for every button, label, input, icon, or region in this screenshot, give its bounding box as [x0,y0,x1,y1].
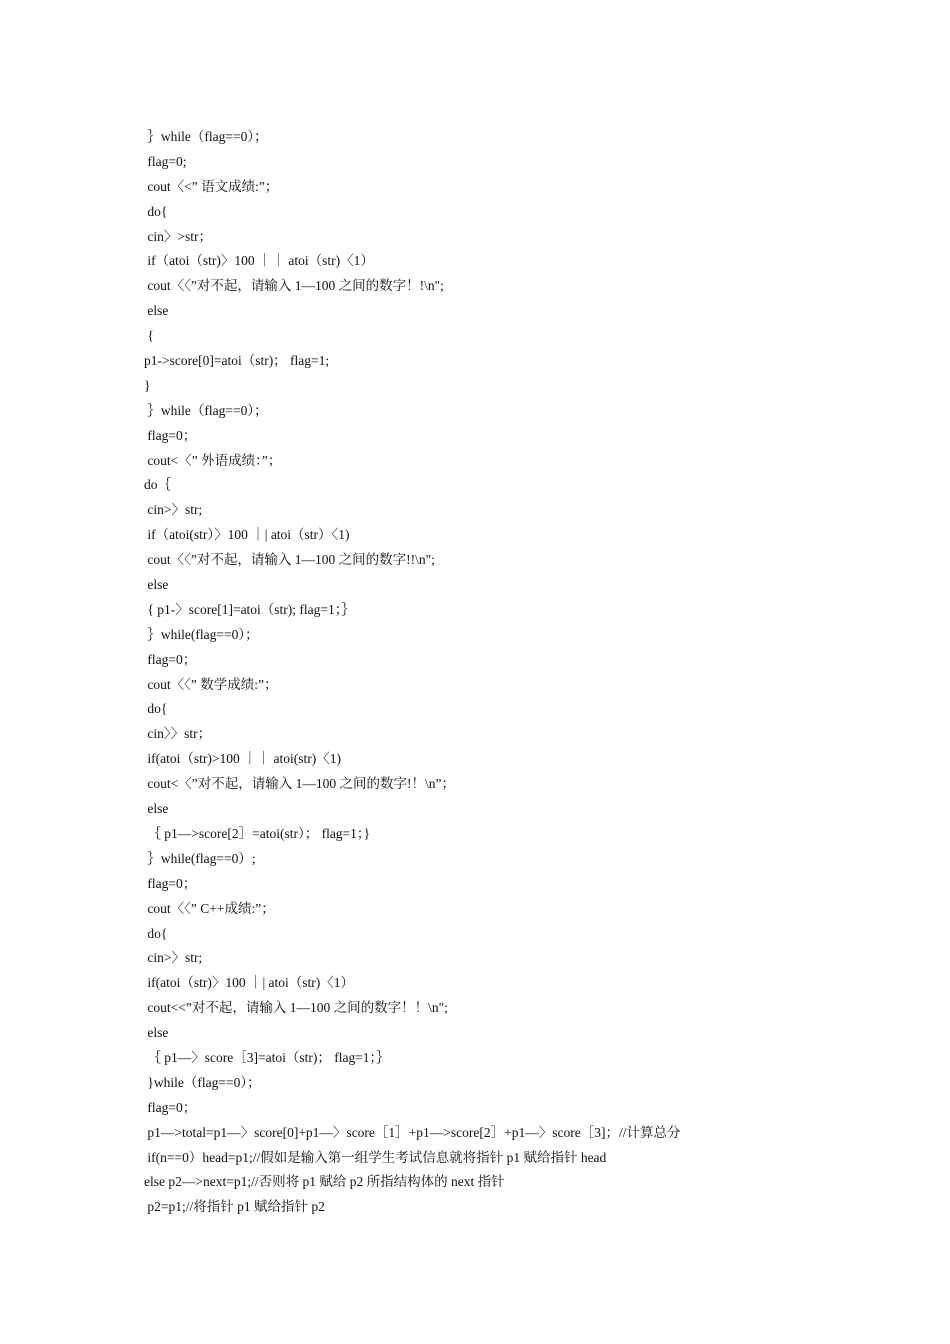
code-line: cout〈<” 语文成绩:”； [144,178,279,194]
code-line: cout<〈”对不起，请输入 1—100 之间的数字!！\n”； [144,776,455,792]
code-line: cin〉〉str； [144,726,212,742]
code-line: if（atoi(str）〉100 ｜| atoi（str）〈1) [144,527,350,543]
code-line: ｛ p1—〉score［3]=atoi（str)； flag=1；｝ [144,1049,390,1065]
code-line: do{ [144,203,168,219]
code-line: else [144,577,169,593]
code-line: else [144,303,169,319]
code-line: if(n==0）head=p1;//假如是输入第一组学生考试信息就将指针 p1 赋给指针 head [144,1149,607,1165]
code-line: p1->score[0]=atoi（str)； flag=1; [144,353,330,369]
code-line: if（atoi（str)〉100 ｜｜ atoi（str)〈1） [144,253,374,269]
code-line: cout〈〈”对不起，请输入 1—100 之间的数字！!\n"; [144,278,444,294]
code-line: cout<<”对不起，请输入 1—100 之间的数字！！\n"; [144,1000,448,1016]
code-listing [144,125,864,1220]
code-line: ｝while(flag==0）； [144,626,259,642]
code-line: flag=0； [144,875,197,891]
code-line: ｝while（flag==0）； [144,129,268,144]
code-line: ｛ p1—>score[2］=atoi(str）； flag=1；} [144,825,371,841]
code-line: }while（flag==0）； [144,1074,261,1090]
code-line: flag=0； [144,427,197,443]
code-line: flag=0; [144,153,187,169]
code-line: flag=0； [144,651,197,667]
code-line: if(atoi（str)>100 ｜｜ atoi(str)〈1) [144,751,341,767]
code-line: else [144,801,169,817]
code-line: cin>〉str; [144,502,203,518]
code-line: { [144,328,154,344]
code-line: cout〈〈”对不起，请输入 1—100 之间的数字!!\n"; [144,552,435,568]
code-line: { p1-〉score[1]=atoi（str); flag=1；｝ [144,601,356,617]
code-line: do｛ [144,477,171,493]
code-line: flag=0； [144,1099,197,1115]
code-line: else [144,1025,169,1041]
code-line: do{ [144,701,168,717]
code-line: cout〈〈” C++成绩:”； [144,900,275,916]
code-line: do{ [144,925,168,941]
code-line: cout<〈” 外语成绩：”； [144,452,282,468]
code-line: p1—>total=p1—〉score[0]+p1—〉score［1］+p1—>score[2］+p1—〉score［3]；//计算总分 [144,1124,681,1140]
code-line: } [144,377,151,393]
code-line: if(atoi（str)〉100 ｜| atoi（str)〈1） [144,975,355,991]
code-line: else p2—>next=p1;//否则将 p1 赋给 p2 所指结构体的 next 指针 [144,1174,505,1190]
code-line: cin>〉str; [144,950,203,966]
code-line: ｝while（flag==0）； [144,402,268,418]
code-line: ｝while(flag==0）; [144,850,256,866]
code-line: cin〉>str； [144,228,212,244]
code-line: cout〈〈” 数学成绩:”； [144,676,278,692]
code-line: p2=p1;//将指针 p1 赋给指针 p2 [144,1199,325,1215]
